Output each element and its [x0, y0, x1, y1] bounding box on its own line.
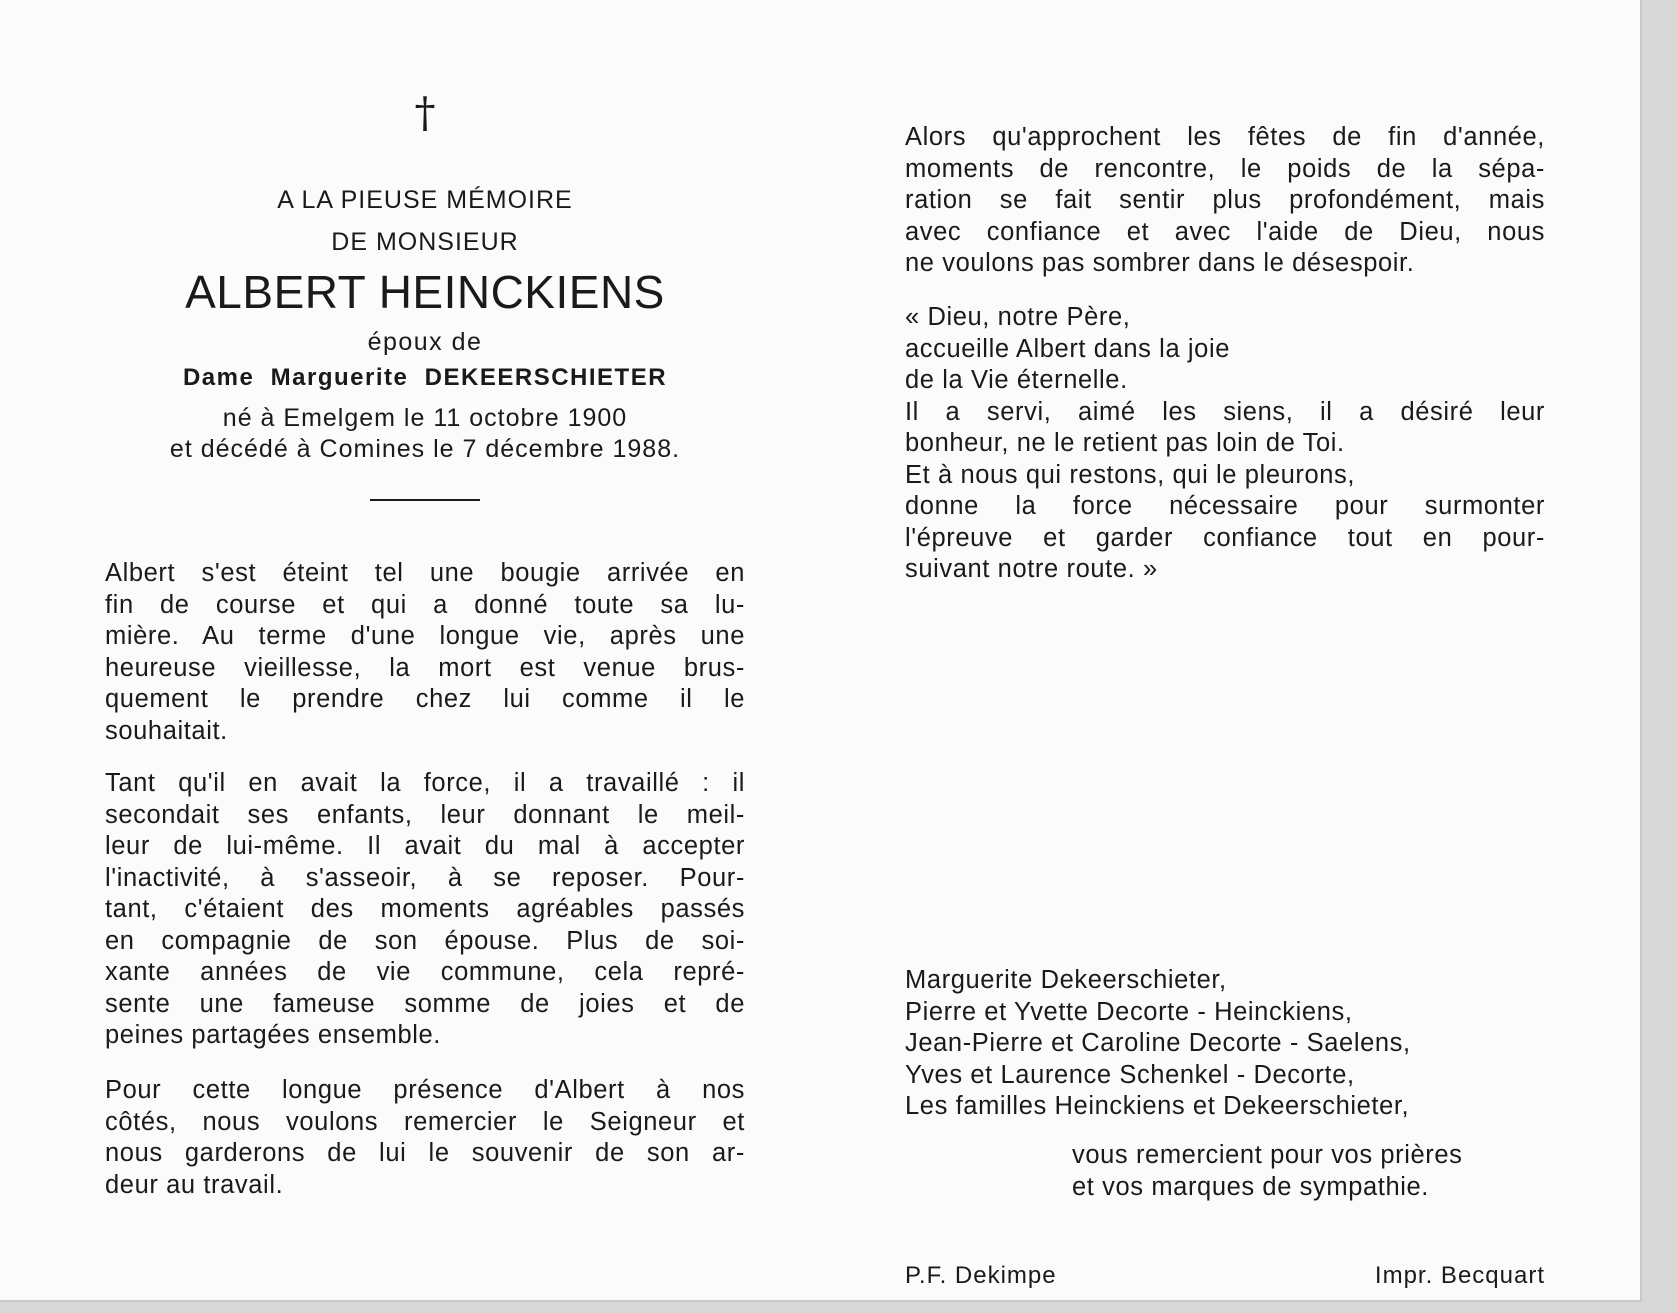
text-line: xante années de vie commune, cela repré-: [105, 958, 745, 986]
divider: [370, 499, 480, 501]
family-line: Pierre et Yvette Decorte - Heinckiens,: [905, 997, 1353, 1026]
text-line: et vos marques de sympathie.: [1072, 1172, 1429, 1201]
paragraph-3: [105, 1075, 745, 1201]
text-line: leur de lui-même. Il avait du mal à accepter: [105, 832, 745, 860]
cross-icon: †: [414, 88, 436, 137]
reflection-paragraph: [905, 122, 1545, 280]
thanks-note: [1072, 1140, 1545, 1203]
spouse-label: époux de: [367, 328, 483, 356]
text-line: de la Vie éternelle.: [905, 366, 1128, 394]
text-line: l'inactivité, à s'asseoir, à se reposer. Pour-: [105, 863, 745, 892]
text-line: ration se fait sentir plus profondément, mais: [905, 186, 1545, 214]
family-line: Les familles Heinckiens et Dekeerschieter,: [905, 1092, 1410, 1120]
memorial-subheading: DE MONSIEUR: [331, 228, 519, 256]
printer-credit: Impr. Becquart: [1374, 1262, 1545, 1289]
birth-line: né à Emelgem le 11 octobre 1900: [222, 404, 628, 432]
text-line: peines partagées ensemble.: [105, 1021, 441, 1049]
text-line: secondait ses enfants, leur donnant le meil-: [105, 800, 745, 829]
family-list: [905, 965, 1545, 1123]
text-line: avec confiance et avec l'aide de Dieu, nous: [905, 217, 1545, 246]
text-line: moments de rencontre, le poids de la sépa-: [905, 154, 1545, 183]
text-line: mière. Au terme d'une longue vie, après une: [105, 622, 745, 650]
text-line: Pour cette longue présence d'Albert à nos: [105, 1076, 745, 1104]
funeral-home: P.F. Dekimpe: [905, 1262, 1057, 1289]
text-line: « Dieu, notre Père,: [905, 303, 1131, 331]
text-line: sente une fameuse somme de joies et de: [105, 989, 745, 1018]
text-line: vous remercient pour vos prières: [1072, 1141, 1463, 1169]
text-line: donne la force nécessaire pour surmonter: [905, 492, 1545, 520]
paragraph-2: [105, 768, 745, 1052]
text-line: heureuse vieillesse, la mort est venue brus-: [105, 653, 745, 682]
text-line: ne voulons pas sombrer dans le désespoir.: [905, 249, 1415, 277]
text-line: Alors qu'approchent les fêtes de fin d'année,: [905, 123, 1545, 151]
text-line: souhaitait.: [105, 716, 228, 745]
text-line: l'épreuve et garder confiance tout en pour-: [905, 523, 1545, 552]
text-line: deur au travail.: [105, 1170, 284, 1199]
text-line: côtés, nous voulons remercier le Seigneur et: [105, 1107, 745, 1136]
text-line: tant, c'étaient des moments agréables passés: [105, 895, 745, 923]
prayer: [905, 302, 1545, 586]
deceased-name: ALBERT HEINCKIENS: [185, 266, 665, 318]
family-line: Jean-Pierre et Caroline Decorte - Saelens,: [905, 1029, 1411, 1057]
family-line: Marguerite Dekeerschieter,: [905, 966, 1227, 994]
memorial-heading: A LA PIEUSE MÉMOIRE: [277, 186, 573, 214]
text-line: Albert s'est éteint tel une bougie arrivée en: [105, 559, 745, 587]
family-line: Yves et Laurence Schenkel - Decorte,: [905, 1060, 1355, 1089]
text-line: accueille Albert dans la joie: [905, 334, 1231, 363]
text-line: Et à nous qui restons, qui le pleurons,: [905, 460, 1356, 489]
text-line: en compagnie de son épouse. Plus de soi-: [105, 926, 745, 955]
text-line: Il a servi, aimé les siens, il a désiré leur: [905, 397, 1545, 426]
text-line: quement le prendre chez lui comme il le: [105, 685, 745, 713]
text-line: nous garderons de lui le souvenir de son ar-: [105, 1139, 745, 1167]
text-line: suivant notre route. »: [905, 555, 1158, 583]
text-line: bonheur, ne le retient pas loin de Toi.: [905, 429, 1345, 457]
paragraph-1: [105, 558, 745, 747]
death-line: et décédé à Comines le 7 décembre 1988.: [169, 435, 681, 463]
text-line: fin de course et qui a donné toute sa lu-: [105, 590, 745, 619]
spouse-name: Dame Marguerite DEKEERSCHIETER: [182, 364, 668, 391]
text-line: Tant qu'il en avait la force, il a travaillé : il: [105, 769, 745, 797]
